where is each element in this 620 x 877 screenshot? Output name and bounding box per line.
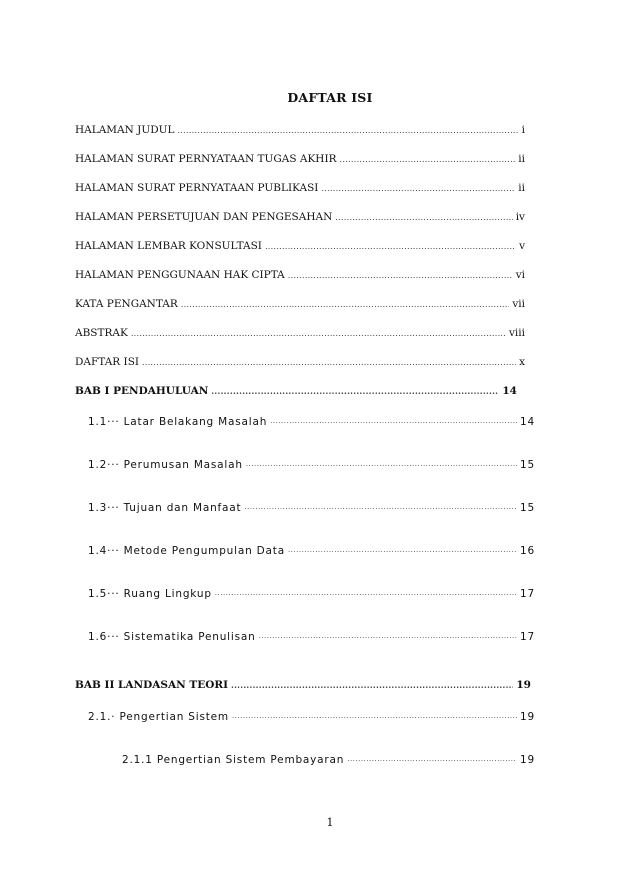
dot-leader bbox=[335, 211, 512, 223]
toc-entry-1-1[interactable] bbox=[88, 416, 534, 428]
toc-entry-page: 16 bbox=[520, 545, 535, 557]
toc-entry-label: KATA PENGANTAR bbox=[75, 298, 178, 310]
dot-leader bbox=[288, 545, 517, 557]
toc-entry-label: HALAMAN LEMBAR KONSULTASI bbox=[75, 240, 262, 252]
toc-entry-page: v bbox=[519, 240, 525, 252]
toc-entry-2-1[interactable] bbox=[88, 711, 534, 723]
toc-entry-label: 1.6··· Sistematika Penulisan bbox=[88, 631, 256, 643]
toc-entry-page: 15 bbox=[520, 459, 535, 471]
toc-entry-page: viii bbox=[508, 327, 525, 339]
toc-entry-label: 1.1··· Latar Belakang Masalah bbox=[88, 416, 268, 428]
dot-leader bbox=[142, 356, 516, 368]
dot-leader bbox=[340, 153, 516, 165]
toc-entry-1-4[interactable] bbox=[88, 545, 534, 557]
toc-entry-persetujuan-pengesahan[interactable] bbox=[75, 211, 525, 223]
toc-entry-label: 1.2··· Perumusan Masalah bbox=[88, 459, 243, 471]
toc-entry-bab-1[interactable] bbox=[75, 385, 517, 397]
toc-entry-bab-2[interactable] bbox=[75, 679, 531, 691]
toc-entry-label: DAFTAR ISI bbox=[75, 356, 140, 368]
dot-leader bbox=[231, 679, 513, 691]
toc-entry-daftar-isi[interactable] bbox=[75, 356, 525, 368]
toc-entry-lembar-konsultasi[interactable] bbox=[75, 240, 525, 252]
toc-entry-label: 2.1.· Pengertian Sistem bbox=[88, 711, 229, 723]
dot-leader bbox=[211, 385, 499, 397]
dot-leader bbox=[246, 459, 517, 471]
toc-entry-label: HALAMAN PERSETUJUAN DAN PENGESAHAN bbox=[75, 211, 333, 223]
dot-leader bbox=[181, 298, 510, 310]
toc-entry-page: 17 bbox=[520, 588, 535, 600]
toc-entry-page: vii bbox=[512, 298, 525, 310]
toc-entry-page: 15 bbox=[520, 502, 535, 514]
toc-entry-label: 2.1.1 Pengertian Sistem Pembayaran bbox=[122, 754, 345, 766]
dot-leader bbox=[321, 182, 515, 194]
toc-entry-label: HALAMAN SURAT PERNYATAAN PUBLIKASI bbox=[75, 182, 319, 194]
toc-entry-page: iv bbox=[515, 211, 525, 223]
toc-entry-page: x bbox=[519, 356, 525, 368]
toc-entry-label: BAB II LANDASAN TEORI bbox=[75, 679, 228, 691]
toc-entry-1-6[interactable] bbox=[88, 631, 534, 643]
toc-entry-page: i bbox=[521, 124, 525, 136]
toc-entry-label: HALAMAN PENGGUNAAN HAK CIPTA bbox=[75, 269, 285, 281]
toc-entry-label: HALAMAN SURAT PERNYATAAN TUGAS AKHIR bbox=[75, 153, 337, 165]
toc-entry-1-2[interactable] bbox=[88, 459, 534, 471]
dot-leader bbox=[232, 711, 517, 723]
toc-entry-page: 14 bbox=[520, 416, 535, 428]
dot-leader bbox=[244, 502, 517, 514]
toc-entry-page: 19 bbox=[520, 711, 535, 723]
toc-entry-halaman-judul[interactable] bbox=[75, 124, 525, 136]
dot-leader bbox=[288, 269, 513, 281]
toc-entry-page: 19 bbox=[516, 679, 531, 691]
toc-entry-1-5[interactable] bbox=[88, 588, 534, 600]
toc-entry-label: ABSTRAK bbox=[75, 327, 128, 339]
toc-entry-label: 1.5··· Ruang Lingkup bbox=[88, 588, 212, 600]
dot-leader bbox=[177, 124, 518, 136]
toc-entry-page: ii bbox=[518, 153, 525, 165]
toc-entry-surat-pernyataan-tugas-akhir[interactable] bbox=[75, 153, 525, 165]
page-title: DAFTAR ISI bbox=[287, 90, 373, 105]
dot-leader bbox=[259, 631, 517, 643]
toc-entry-label: HALAMAN JUDUL bbox=[75, 124, 175, 136]
page-number: 1 bbox=[326, 816, 334, 829]
toc-entry-label: 1.3··· Tujuan dan Manfaat bbox=[88, 502, 242, 514]
dot-leader bbox=[265, 240, 516, 252]
toc-entry-page: 14 bbox=[502, 385, 517, 397]
toc-entry-1-3[interactable] bbox=[88, 502, 534, 514]
toc-entry-page: 19 bbox=[520, 754, 535, 766]
toc-entry-abstrak[interactable] bbox=[75, 327, 525, 339]
dot-leader bbox=[131, 327, 506, 339]
toc-entry-page: 17 bbox=[520, 631, 535, 643]
toc-entry-kata-pengantar[interactable] bbox=[75, 298, 525, 310]
toc-entry-page: vi bbox=[515, 269, 525, 281]
toc-entry-surat-pernyataan-publikasi[interactable] bbox=[75, 182, 525, 194]
dot-leader bbox=[347, 754, 517, 766]
toc-entry-hak-cipta[interactable] bbox=[75, 269, 525, 281]
dot-leader bbox=[215, 588, 517, 600]
toc-entry-2-1-1[interactable] bbox=[122, 754, 534, 766]
toc-entry-label: BAB I PENDAHULUAN bbox=[75, 385, 209, 397]
toc-entry-page: ii bbox=[518, 182, 525, 194]
toc-entry-label: 1.4··· Metode Pengumpulan Data bbox=[88, 545, 285, 557]
dot-leader bbox=[270, 416, 517, 428]
